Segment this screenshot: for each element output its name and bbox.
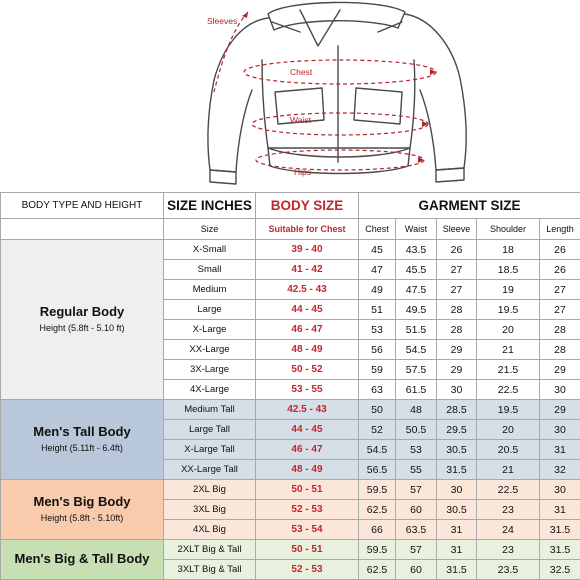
shoulder-cell: 20 bbox=[477, 420, 540, 440]
body-size-cell: 44 - 45 bbox=[256, 420, 359, 440]
sleeve-cell: 28 bbox=[437, 320, 477, 340]
shoulder-cell: 20 bbox=[477, 320, 540, 340]
header-garment-size: GARMENT SIZE bbox=[359, 193, 580, 219]
length-cell: 30 bbox=[540, 420, 580, 440]
sleeve-cell: 29 bbox=[437, 340, 477, 360]
table-row bbox=[1, 540, 580, 560]
size-cell: 4X-Large bbox=[164, 380, 256, 400]
shoulder-cell: 19.5 bbox=[477, 300, 540, 320]
chest-measure-line bbox=[244, 60, 436, 84]
chest-cell: 51 bbox=[359, 300, 396, 320]
body-size-cell: 42.5 - 43 bbox=[256, 280, 359, 300]
body-size-cell: 50 - 52 bbox=[256, 360, 359, 380]
sleeve-cell: 31.5 bbox=[437, 560, 477, 580]
body-type-cell bbox=[1, 400, 164, 480]
body-size-cell: 42.5 - 43 bbox=[256, 400, 359, 420]
sleeve-cell: 26 bbox=[437, 240, 477, 260]
body-size-cell: 50 - 51 bbox=[256, 540, 359, 560]
size-cell: XX-Large Tall bbox=[164, 460, 256, 480]
body-type-height: Height (5.8ft - 5.10ft) bbox=[40, 513, 124, 523]
size-cell: 3XL Big bbox=[164, 500, 256, 520]
size-cell: Medium Tall bbox=[164, 400, 256, 420]
header-size-inches: SIZE INCHES bbox=[164, 193, 256, 219]
shoulder-cell: 19 bbox=[477, 280, 540, 300]
size-cell: 4XL Big bbox=[164, 520, 256, 540]
header-waist: Waist bbox=[396, 219, 437, 240]
length-cell: 29 bbox=[540, 400, 580, 420]
length-cell: 32.5 bbox=[540, 560, 580, 580]
length-cell: 31 bbox=[540, 440, 580, 460]
sleeve-cell: 30 bbox=[437, 380, 477, 400]
chest-cell: 50 bbox=[359, 400, 396, 420]
waist-cell: 53 bbox=[396, 440, 437, 460]
right-cuff bbox=[436, 168, 464, 182]
waist-cell: 47.5 bbox=[396, 280, 437, 300]
sleeve-cell: 29 bbox=[437, 360, 477, 380]
sleeve-cell: 30.5 bbox=[437, 440, 477, 460]
size-cell: X-Large bbox=[164, 320, 256, 340]
shoulder-cell: 18.5 bbox=[477, 260, 540, 280]
waist-cell: 57.5 bbox=[396, 360, 437, 380]
length-cell: 30 bbox=[540, 380, 580, 400]
left-sleeve-outline bbox=[208, 18, 268, 172]
header-sleeve: Sleeve bbox=[437, 219, 477, 240]
shoulder-cell: 18 bbox=[477, 240, 540, 260]
waist-cell: 57 bbox=[396, 540, 437, 560]
header-chest: Chest bbox=[359, 219, 396, 240]
chest-cell: 66 bbox=[359, 520, 396, 540]
chest-cell: 59.5 bbox=[359, 480, 396, 500]
body-size-cell: 53 - 54 bbox=[256, 520, 359, 540]
body-size-cell: 46 - 47 bbox=[256, 440, 359, 460]
body-size-cell: 48 - 49 bbox=[256, 460, 359, 480]
collar-notch bbox=[300, 10, 340, 46]
length-cell: 31 bbox=[540, 500, 580, 520]
length-cell: 27 bbox=[540, 280, 580, 300]
sleeve-cell: 27 bbox=[437, 260, 477, 280]
waist-cell: 55 bbox=[396, 460, 437, 480]
waist-cell: 57 bbox=[396, 480, 437, 500]
shoulder-cell: 21 bbox=[477, 460, 540, 480]
waist-cell: 63.5 bbox=[396, 520, 437, 540]
header-row-primary bbox=[1, 193, 580, 219]
chest-cell: 62.5 bbox=[359, 560, 396, 580]
length-cell: 28 bbox=[540, 320, 580, 340]
table-row bbox=[1, 240, 580, 260]
length-cell: 30 bbox=[540, 480, 580, 500]
length-cell: 26 bbox=[540, 240, 580, 260]
header-body-type: BODY TYPE AND HEIGHT bbox=[1, 193, 164, 219]
body-type-height: Height (5.11ft - 6.4ft) bbox=[41, 443, 123, 453]
chest-cell: 47 bbox=[359, 260, 396, 280]
chest-label: Chest bbox=[290, 67, 313, 77]
header-row-secondary bbox=[1, 219, 580, 240]
length-cell: 32 bbox=[540, 460, 580, 480]
size-cell: 2XLT Big & Tall bbox=[164, 540, 256, 560]
length-cell: 27 bbox=[540, 300, 580, 320]
shoulder-cell: 21 bbox=[477, 340, 540, 360]
chest-cell: 49 bbox=[359, 280, 396, 300]
body-size-cell: 53 - 55 bbox=[256, 380, 359, 400]
sleeve-cell: 28.5 bbox=[437, 400, 477, 420]
header-length: Length bbox=[540, 219, 580, 240]
jacket-measurement-illustration bbox=[0, 0, 580, 192]
sleeve-cell: 31 bbox=[437, 520, 477, 540]
waist-cell: 54.5 bbox=[396, 340, 437, 360]
size-cell: Medium bbox=[164, 280, 256, 300]
waist-cell: 45.5 bbox=[396, 260, 437, 280]
header-shoulder: Shoulder bbox=[477, 219, 540, 240]
waist-cell: 51.5 bbox=[396, 320, 437, 340]
chest-cell: 45 bbox=[359, 240, 396, 260]
length-cell: 31.5 bbox=[540, 540, 580, 560]
shoulder-cell: 24 bbox=[477, 520, 540, 540]
body-type-title: Men's Big Body bbox=[33, 494, 131, 509]
waist-cell: 50.5 bbox=[396, 420, 437, 440]
right-pocket bbox=[354, 88, 402, 124]
waist-cell: 48 bbox=[396, 400, 437, 420]
waist-cell: 60 bbox=[396, 560, 437, 580]
table-row bbox=[1, 480, 580, 500]
sleeve-cell: 31.5 bbox=[437, 460, 477, 480]
size-cell: X-Large Tall bbox=[164, 440, 256, 460]
size-cell: XX-Large bbox=[164, 340, 256, 360]
body-size-cell: 46 - 47 bbox=[256, 320, 359, 340]
body-size-cell: 50 - 51 bbox=[256, 480, 359, 500]
length-cell: 31.5 bbox=[540, 520, 580, 540]
sleeve-cell: 30.5 bbox=[437, 500, 477, 520]
size-cell: 2XL Big bbox=[164, 480, 256, 500]
waist-cell: 49.5 bbox=[396, 300, 437, 320]
shoulder-cell: 21.5 bbox=[477, 360, 540, 380]
sleeve-cell: 31 bbox=[437, 540, 477, 560]
body-type-cell bbox=[1, 480, 164, 540]
body-type-height: Height (5.8ft - 5.10 ft) bbox=[39, 323, 125, 333]
chest-cell: 56 bbox=[359, 340, 396, 360]
waist-cell: 61.5 bbox=[396, 380, 437, 400]
shoulder-cell: 22.5 bbox=[477, 380, 540, 400]
body-size-cell: 39 - 40 bbox=[256, 240, 359, 260]
size-chart-table bbox=[0, 192, 580, 580]
body-type-title: Men's Big & Tall Body bbox=[14, 550, 150, 566]
header-suitable-chest: Suitable for Chest bbox=[256, 219, 359, 240]
chest-cell: 52 bbox=[359, 420, 396, 440]
chest-cell: 59 bbox=[359, 360, 396, 380]
shoulder-cell: 23 bbox=[477, 500, 540, 520]
length-cell: 29 bbox=[540, 360, 580, 380]
sleeve-cell: 30 bbox=[437, 480, 477, 500]
size-cell: Large Tall bbox=[164, 420, 256, 440]
shoulder-cell: 20.5 bbox=[477, 440, 540, 460]
shoulder-cell: 22.5 bbox=[477, 480, 540, 500]
body-size-cell: 52 - 53 bbox=[256, 560, 359, 580]
jacket-drawing bbox=[0, 0, 580, 192]
body-size-cell: 48 - 49 bbox=[256, 340, 359, 360]
table-row bbox=[1, 400, 580, 420]
body-type-title: Regular Body bbox=[39, 304, 125, 319]
chest-cell: 62.5 bbox=[359, 500, 396, 520]
sleeve-cell: 27 bbox=[437, 280, 477, 300]
body-size-cell: 41 - 42 bbox=[256, 260, 359, 280]
waist-cell: 43.5 bbox=[396, 240, 437, 260]
body-size-cell: 44 - 45 bbox=[256, 300, 359, 320]
body-type-cell bbox=[1, 240, 164, 400]
hips-measure-line bbox=[256, 150, 424, 170]
header-blank bbox=[1, 219, 164, 240]
header-size: Size bbox=[164, 219, 256, 240]
body-type-cell bbox=[1, 540, 164, 580]
body-type-title: Men's Tall Body bbox=[33, 424, 131, 439]
body-size-cell: 52 - 53 bbox=[256, 500, 359, 520]
chest-cell: 53 bbox=[359, 320, 396, 340]
size-cell: 3X-Large bbox=[164, 360, 256, 380]
size-cell: X-Small bbox=[164, 240, 256, 260]
length-cell: 26 bbox=[540, 260, 580, 280]
sleeves-label: Sleeves bbox=[207, 16, 238, 26]
shoulder-cell: 19.5 bbox=[477, 400, 540, 420]
size-cell: 3XLT Big & Tall bbox=[164, 560, 256, 580]
header-body-size: BODY SIZE bbox=[256, 193, 359, 219]
chest-cell: 56.5 bbox=[359, 460, 396, 480]
sleeve-cell: 28 bbox=[437, 300, 477, 320]
size-cell: Small bbox=[164, 260, 256, 280]
chest-cell: 63 bbox=[359, 380, 396, 400]
shoulder-cell: 23.5 bbox=[477, 560, 540, 580]
sleeve-arrow bbox=[242, 12, 248, 18]
chest-cell: 54.5 bbox=[359, 440, 396, 460]
size-cell: Large bbox=[164, 300, 256, 320]
sleeve-cell: 29.5 bbox=[437, 420, 477, 440]
length-cell: 28 bbox=[540, 340, 580, 360]
shoulder-cell: 23 bbox=[477, 540, 540, 560]
left-cuff bbox=[210, 170, 236, 184]
waist-cell: 60 bbox=[396, 500, 437, 520]
waist-label: Waist bbox=[290, 115, 311, 125]
hips-label: Hips bbox=[294, 167, 312, 177]
chest-cell: 59.5 bbox=[359, 540, 396, 560]
